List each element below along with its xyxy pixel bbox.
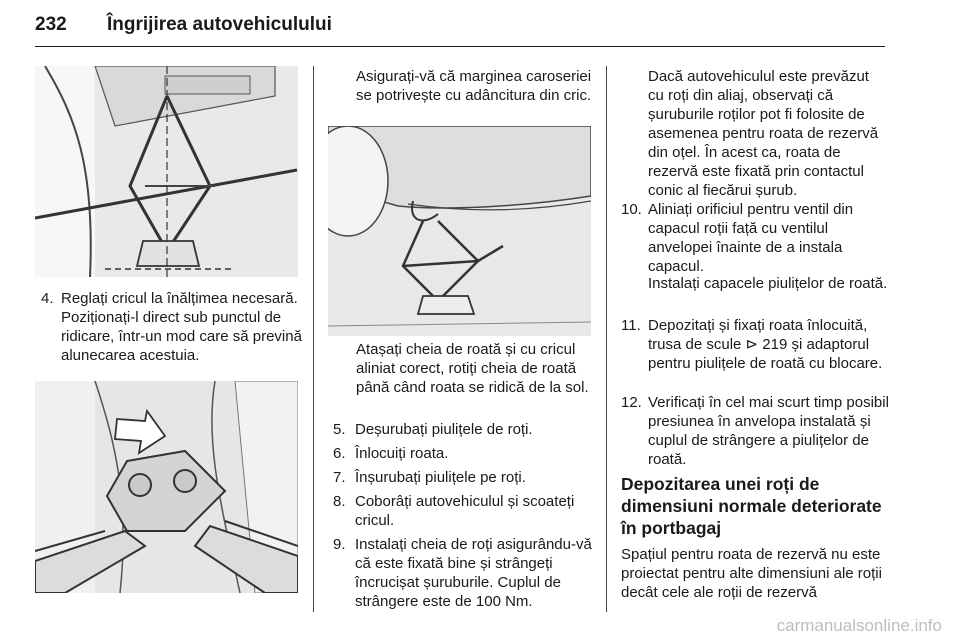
step-number: 4.	[41, 290, 54, 307]
step-text: Reglați cricul la înălțimea necesară. Poziționați-l direct sub punctul de ridicare, într-un mod care să prevină alunecarea acestuia.	[61, 290, 302, 364]
step-number: 8.	[333, 493, 346, 510]
page-number: 232	[35, 14, 67, 35]
step-number: 9.	[333, 536, 346, 553]
figure-jack-detail	[35, 381, 298, 593]
step-number: 11.	[621, 317, 641, 334]
step-number: 12.	[621, 394, 642, 411]
step-text: Depozitați și fixați roata înlocuită, trusa de scule ⊳ 219 și adaptorul pentru piulițele de roată cu blocare.	[648, 317, 883, 372]
step-number: 5.	[333, 421, 346, 438]
step-text: Deșurubați piulițele de roți.	[355, 421, 533, 438]
col2-after-figure: Atașați cheia de roată și cu cricul aliniat corect, rotiți cheia de roată până când roata se ridică de la sol.	[356, 341, 589, 396]
step-number: 7.	[333, 469, 346, 486]
col2-intro: Asigurați-vă că marginea caroseriei se potrivește cu adâncitura din cric.	[356, 68, 592, 104]
step-number: 10.	[621, 201, 642, 218]
step-text: Înlocuiți roata.	[355, 445, 449, 462]
page-header	[35, 8, 885, 47]
figure-jack-under-car	[328, 126, 591, 336]
step-text: Instalați cheia de roți asigurându-vă că este fixată bine și strângeți încrucișat șuruburile. Cuplul de strângere este de 100 Nm.	[355, 536, 592, 610]
page-title: Îngrijirea autovehiculului	[107, 14, 332, 35]
figure-jack-side	[35, 66, 298, 277]
step-text: Verificați în cel mai scurt timp posibil presiunea în anvelopa instalată și cuplul de strângere a piulițelor de roată.	[648, 394, 889, 468]
step-text: Coborâți autovehiculul și scoateți cricul.	[355, 493, 575, 529]
column-divider-1	[313, 66, 314, 612]
section-paragraph: Spațiul pentru roata de rezervă nu este proiectat pentru alte dimensiuni ale roții decât cele ale roții de rezervă	[621, 546, 882, 601]
section-heading: Depozitarea unei roți de dimensiuni normale deteriorate în portbagaj	[621, 474, 882, 538]
step-text: Înșurubați piulițele pe roți.	[355, 469, 526, 486]
col3-intro: Dacă autovehiculul este prevăzut cu roți din aliaj, observați că șuruburile roților pot fi folosite de asemenea pentru roata de rezervă din oțel. În acest ca, roata de rezervă este fixată prin contactul conic al fiecărui șurub.	[648, 68, 879, 199]
step-number: 6.	[333, 445, 346, 462]
step-text: Instalați capacele piulițelor de roată.	[648, 275, 888, 292]
watermark: carmanualsonline.info	[776, 616, 942, 635]
column-divider-2	[606, 66, 607, 612]
step-text: Aliniați orificiul pentru ventil din capacul roții față cu ventilul anvelopei înainte de a instala capacul.	[648, 201, 854, 275]
